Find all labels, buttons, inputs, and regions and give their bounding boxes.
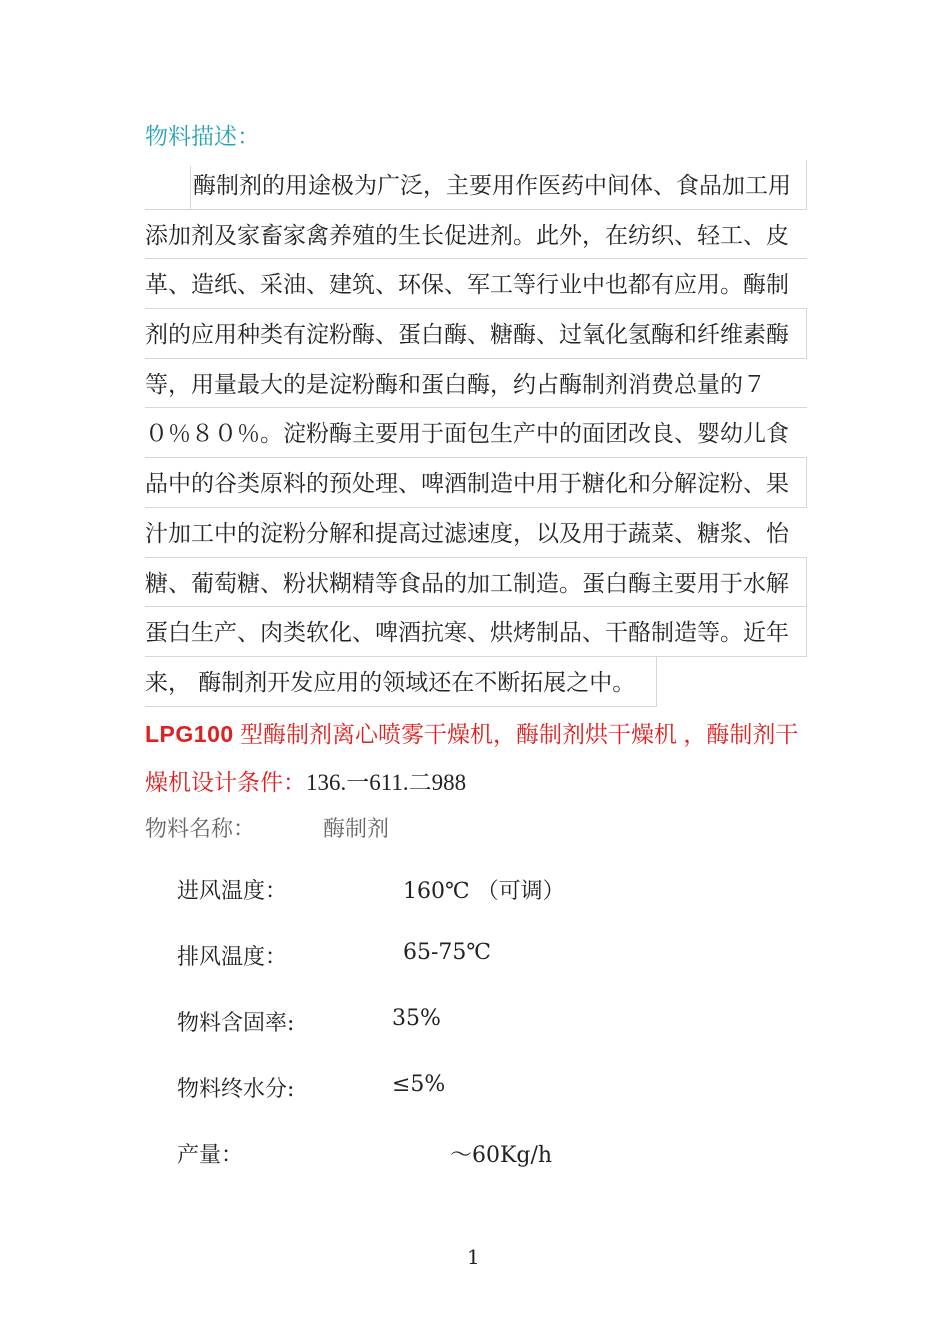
material-name-label: 物料名称： bbox=[145, 817, 256, 842]
section-title: 物料描述： bbox=[145, 124, 260, 150]
spec-final-moisture bbox=[177, 1072, 446, 1103]
spec-value: ≤5% bbox=[392, 1072, 446, 1097]
spec-label: 物料含固率: bbox=[177, 1011, 295, 1036]
material-description bbox=[145, 160, 807, 707]
material-name-row bbox=[145, 812, 390, 843]
spec-value: 35% bbox=[392, 1006, 441, 1031]
model-number: LPG100 bbox=[145, 721, 234, 747]
spec-solid-content bbox=[177, 1006, 441, 1037]
description-line: 品中的谷类原料的预处理、啤酒制造中用于糖化和分解淀粉、果 bbox=[145, 458, 807, 508]
phone-number: 136.一611.二988 bbox=[306, 770, 467, 795]
spec-value: ～60Kg/h bbox=[450, 1143, 553, 1168]
material-name-value: 酶制剂 bbox=[323, 817, 390, 842]
description-line: 革、造纸、采油、建筑、环保、军工等行业中也都有应用。酶制 bbox=[145, 259, 807, 309]
description-line: ０％８０％。淀粉酶主要用于面包生产中的面团改良、婴幼儿食 bbox=[145, 408, 807, 458]
spec-value: 65-75℃ bbox=[403, 940, 492, 965]
spec-label: 物料终水分: bbox=[177, 1077, 295, 1102]
spec-output bbox=[177, 1138, 553, 1169]
description-line: 酶制剂的用途极为广泛，主要用作医药中间体、食品加工用 bbox=[145, 160, 807, 210]
product-headline bbox=[145, 710, 810, 807]
description-line: 汁加工中的淀粉分解和提高过滤速度，以及用于蔬菜、糖浆、怡 bbox=[145, 508, 807, 558]
spec-label: 进风温度： bbox=[177, 879, 288, 904]
spec-inlet-temperature bbox=[177, 874, 565, 905]
description-line: 剂的应用种类有淀粉酶、蛋白酶、糖酶、过氧化氢酶和纤维素酶 bbox=[145, 309, 807, 359]
description-line: 来， 酶制剂开发应用的领域还在不断拓展之中。 bbox=[145, 657, 657, 707]
page-number: 1 bbox=[467, 1245, 480, 1269]
spec-label: 产量： bbox=[177, 1143, 244, 1168]
spec-outlet-temperature bbox=[177, 940, 492, 971]
description-line: 糖、葡萄糖、粉状糊精等食品的加工制造。蛋白酶主要用于水解 bbox=[145, 558, 807, 608]
description-line: 蛋白生产、肉类软化、啤酒抗寒、烘烤制品、干酪制造等。近年 bbox=[145, 607, 807, 657]
headline-text: 型酶制剂离心喷雾干燥机，酶制剂烘干燥机 ，酶制剂干燥机设计条件： bbox=[145, 721, 799, 795]
spec-label: 排风温度： bbox=[177, 945, 288, 970]
description-line: 添加剂及家畜家禽养殖的生长促进剂。此外，在纺织、轻工、皮 bbox=[145, 210, 807, 260]
spec-value: 160℃ （可调） bbox=[403, 879, 565, 904]
description-line: 等，用量最大的是淀粉酶和蛋白酶，约占酶制剂消费总量的７ bbox=[145, 359, 807, 409]
